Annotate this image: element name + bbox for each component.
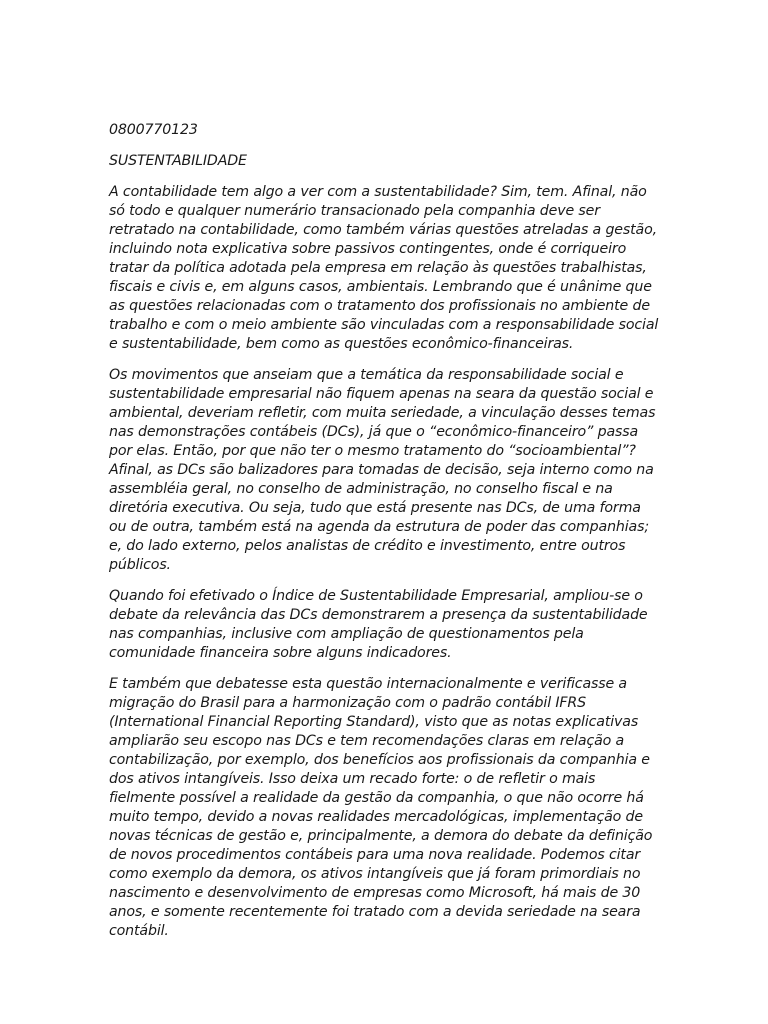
paragraph-3: Quando foi efetivado o Índice de Sustentabilidade Empresarial, ampliou-se o debate da relevância das DCs demonstrarem a presença da sustentabilidade nas companhias, inclusive com ampliação de questionamentos pela comunidade financeira sobre alguns indicadores.	[109, 588, 648, 661]
document-id: 0800770123	[109, 122, 198, 138]
paragraph-1: A contabilidade tem algo a ver com a sustentabilidade? Sim, tem. Afinal, não só todo e qualquer numerário transacionado pela companhia deve ser retratado na contabilidade, como também várias questões atreladas a gestão, incluindo nota explicativa sobre passivos contingentes, onde é corriqueiro tratar da política adotada pela empresa em relação às questões trabalhistas, fiscais e civis e, em alguns casos, ambientais. Lembrando que é unânime que as questões relacionadas com o tratamento dos profissionais no ambiente de trabalho e com o meio ambiente são vinculadas com a responsabilidade social e sustentabilidade, bem como as questões econômico-financeiras.	[109, 184, 659, 352]
paragraph-2: Os movimentos que anseiam que a temática da responsabilidade social e sustentabilidade empresarial não fiquem apenas na seara da questão social e ambiental, deveriam refletir, com muita seriedade, a vinculação desses temas nas demonstrações contábeis (DCs), já que o “econômico-financeiro” passa por elas. Então, por que não ter o mesmo tratamento do “socioambiental”? Afinal, as DCs são balizadores para tomadas de decisão, seja interno como na assembléia geral, no conselho de administração, no conselho fiscal e na diretória executiva. Ou seja, tudo que está presente nas DCs, de uma forma ou de outra, também está na agenda da estrutura de poder das companhias; e, do lado externo, pelos analistas de crédito e investimento, entre outros públicos.	[109, 367, 656, 573]
paragraph-4: E também que debatesse esta questão internacionalmente e verificasse a migração do Brasil para a harmonização com o padrão contábil IFRS (International Financial Reporting Standard), visto que as notas explicativas ampliarão seu escopo nas DCs e tem recomendações claras em relação a contabilização, por exemplo, dos benefícios aos profissionais da companhia e dos ativos intangíveis. Isso deixa um recado forte: o de refletir o mais fielmente possível a realidade da gestão da companhia, o que não ocorre há muito tempo, devido a novas realidades mercadológicas, implementação de novas técnicas de gestão e, principalmente, a demora do debate da definição de novos procedimentos contábeis para uma nova realidade. Podemos citar como exemplo da demora, os ativos intangíveis que já foram primordiais no nascimento e desenvolvimento de empresas como Microsoft, há mais de 30 anos, e somente recentemente foi tratado com a devida seriedade na seara contábil.	[109, 676, 653, 939]
document-body	[109, 121, 661, 953]
document-title: SUSTENTABILIDADE	[109, 153, 247, 169]
